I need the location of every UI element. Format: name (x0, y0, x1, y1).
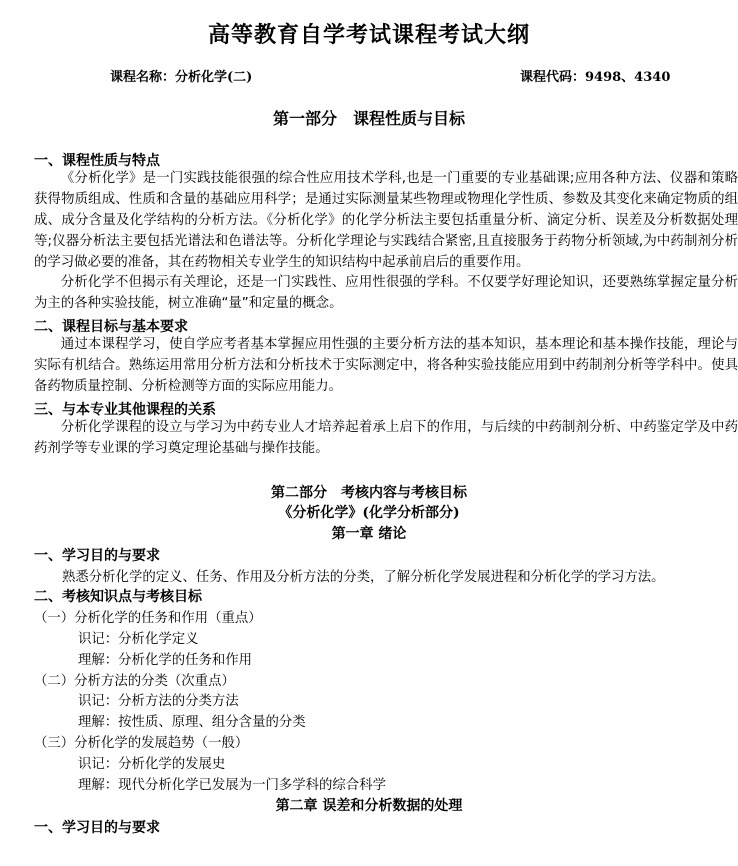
list-item: （三）分析化学的发展趋势（一般） (34, 736, 249, 751)
paragraph: 分析化学课程的设立与学习为中药专业人才培养起着承上启下的作用，与后续的中药制剂分析、中药鉴定学及中药药剂学等专业课的学习奠定理论基础与操作技能。 (34, 420, 738, 456)
list-subitem: 理解：分析化学的任务和作用 (78, 653, 253, 668)
list-subitem: 识记：分析化学的发展史 (78, 757, 226, 772)
list-item: （二）分析方法的分类（次重点） (34, 674, 235, 689)
list-subitem: 理解：按性质、原理、组分含量的分类 (78, 715, 306, 730)
document-title: 高等教育自学考试课程考试大纲 (207, 22, 530, 48)
section-heading: 二、考核知识点与考核目标 (34, 589, 202, 605)
section-heading: 三、与本专业其他课程的关系 (34, 402, 216, 418)
list-subitem: 理解：现代分析化学已发展为一门多学科的综合科学 (78, 778, 386, 793)
paragraph: 《分析化学》是一门实践技能很强的综合性应用技术学科,也是一门重要的专业基础课;应用各种方法、仪器和策略获得物质组成、性质和含量的基础应用科学；是通过实际测量某些物理或物理化学性质、参数及其变化来确定物质的组成、成分含量及化学结构的分析方法。《分析化学》的化学分析法主要包括重量分析、滴定分析、误差及分析数据处理等;仪器分析法主要包括光谱法和色谱法等。分析化学理论与实践结合紧密,且直接服务于药物分析领域,为中药制剂分析的学习做必要的准备，其在药物相关专业学生的知识结构中起承前启后的重要作用。 (34, 171, 738, 270)
section-heading: 一、学习目的与要求 (34, 820, 160, 836)
chapter-title: 第一章 绪论 (331, 526, 407, 542)
paragraph: 通过本课程学习，使自学应考者基本掌握应用性强的主要分析方法的基本知识，基本理论和基本操作技能，理论与实际有机结合。熟练运用常用分析方法和分析技术于实际测定中，将各种实验技能应用到中药制剂分析等学科中。使具备药物质量控制、分析检测等方面的实际应用能力。 (34, 337, 738, 394)
part1-title: 第一部分 课程性质与目标 (272, 109, 465, 128)
chapter-title: 第二章 误差和分析数据的处理 (275, 798, 463, 814)
paragraph: 熟悉分析化学的定义、任务、作用及分析方法的分类，了解分析化学发展进程和分析化学的学习方法。 (62, 570, 665, 585)
section-heading: 一、学习目的与要求 (34, 548, 160, 564)
course-name: 课程名称：分析化学(二) (110, 70, 253, 85)
paragraph: 分析化学不但揭示有关理论，还是一门实践性、应用性很强的学科。不仅要学好理论知识，还要熟练掌握定量分析为主的各种实验技能，树立准确“量”和定量的概念。 (34, 275, 738, 311)
list-subitem: 识记：分析方法的分类方法 (78, 694, 239, 709)
part2-title: 第二部分 考核内容与考核目标 (271, 485, 467, 501)
section-heading: 二、课程目标与基本要求 (34, 319, 188, 335)
list-item: （一）分析化学的任务和作用（重点） (34, 611, 262, 626)
part2-subtitle: 《分析化学》(化学分析部分) (278, 505, 460, 521)
course-code: 课程代码：9498、4340 (520, 70, 671, 85)
section-heading: 一、课程性质与特点 (34, 153, 160, 169)
list-subitem: 识记：分析化学定义 (78, 632, 199, 647)
